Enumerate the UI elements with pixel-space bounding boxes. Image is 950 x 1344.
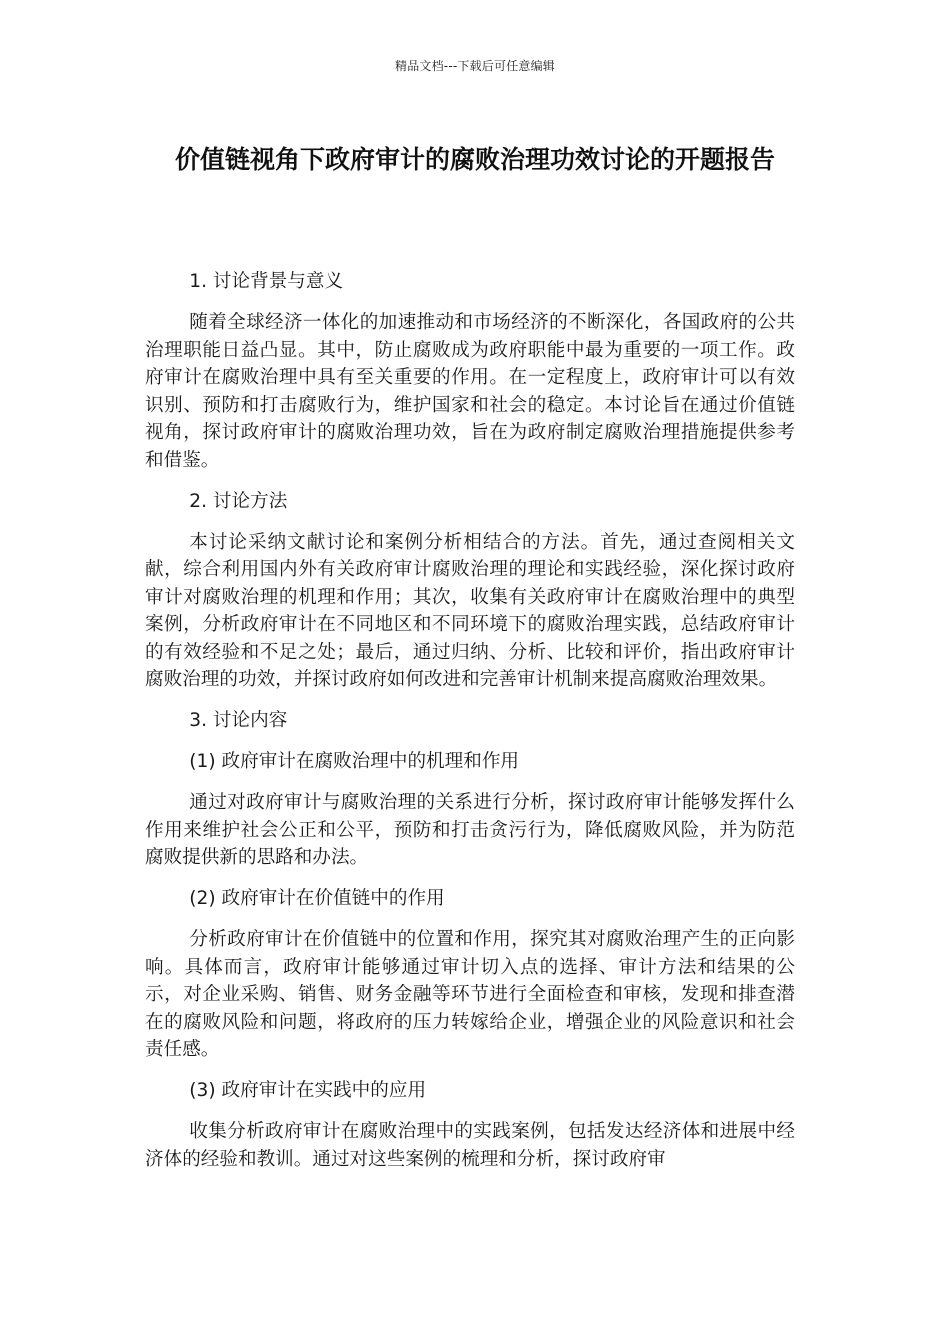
paragraph-method: 本讨论采纳文献讨论和案例分析相结合的方法。首先，通过查阅相关文献，综合利用国内外有关政府审计腐败治理的理论和实践经验，深化探讨政府审计对腐败治理的机理和作用；其次，收集有关政府审计在腐败治理中的典型案例，分析政府审计在不同地区和不同环境下的腐败治理实践，总结政府审计的有效经验和不足之处；最后，通过归纳、分析、比较和评价，指出政府审计腐败治理的功效，并探讨政府如何改进和完善审计机制来提高腐败治理效果。 (145, 531, 795, 690)
header-note: 精品文档---下载后可任意编辑 (395, 59, 555, 73)
section-heading-background: 1. 讨论背景与意义 (189, 271, 344, 292)
section-heading-content: 3. 讨论内容 (189, 710, 288, 731)
paragraph-background: 随着全球经济一体化的加速推动和市场经济的不断深化，各国政府的公共治理职能日益凸显。其中，防止腐败成为政府职能中最为重要的一项工作。政府审计在腐败治理中具有至关重要的作用。在一定程度上，政府审计可以有效识别、预防和打击腐败行为，维护国家和社会的稳定。本讨论旨在通过价值链视角，探讨政府审计的腐败治理功效，旨在为政府制定腐败治理措施提供参考和借鉴。 (145, 312, 795, 471)
paragraph-mechanism: 通过对政府审计与腐败治理的关系进行分析，探讨政府审计能够发挥什么作用来维护社会公正和公平，预防和打击贪污行为，降低腐败风险，并为防范腐败提供新的思路和办法。 (145, 792, 795, 868)
subheading-mechanism: (1) 政府审计在腐败治理中的机理和作用 (189, 751, 520, 772)
subheading-value-chain: (2) 政府审计在价值链中的作用 (189, 888, 445, 909)
paragraph-value-chain: 分析政府审计在价值链中的位置和作用，探究其对腐败治理产生的正向影响。具体而言，政府审计能够通过审计切入点的选择、审计方法和结果的公示，对企业采购、销售、财务金融等环节进行全面检查和审核，发现和排查潜在的腐败风险和问题，将政府的压力转嫁给企业，增强企业的风险意识和社会责任感。 (145, 929, 795, 1060)
section-heading-method: 2. 讨论方法 (189, 490, 288, 512)
paragraph-practice: 收集分析政府审计在腐败治理中的实践案例，包括发达经济体和进展中经济体的经验和教训。通过对这些案例的梳理和分析，探讨政府审 (145, 1121, 795, 1170)
document-title: 价值链视角下政府审计的腐败治理功效讨论的开题报告 (174, 145, 775, 174)
document-body (145, 268, 795, 1187)
subheading-practice: (3) 政府审计在实践中的应用 (189, 1080, 427, 1101)
